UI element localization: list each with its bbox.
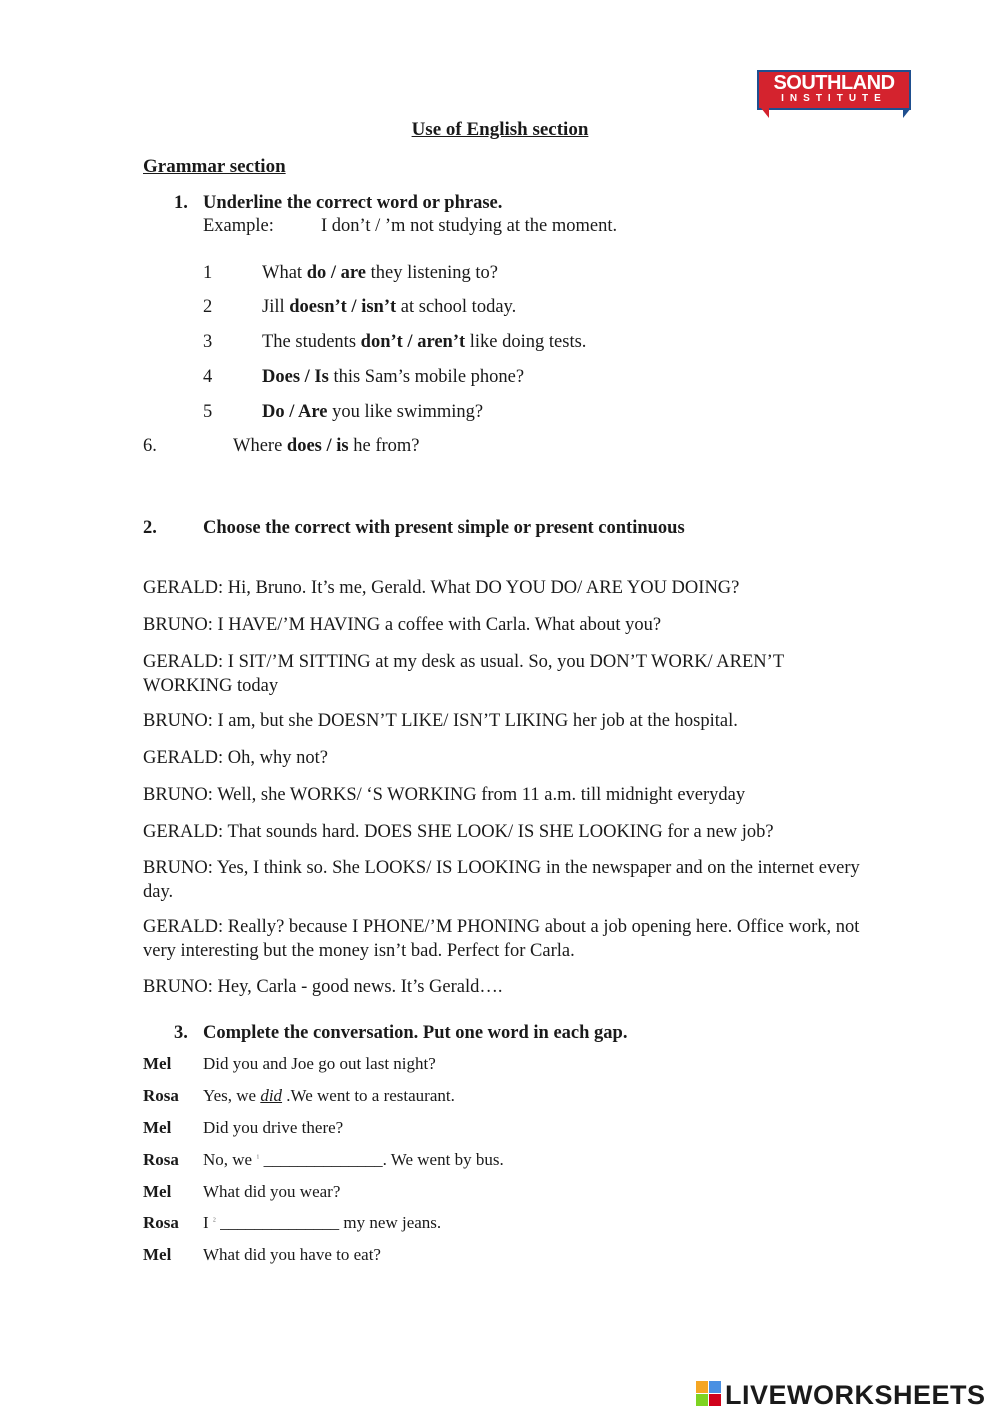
q1-item-pre: Jill bbox=[262, 297, 290, 317]
dialogue-line[interactable]: BRUNO: Hey, Carla - good news. It’s Gerald…. bbox=[143, 977, 503, 997]
gap-blank[interactable]: ______________ bbox=[263, 1150, 383, 1169]
q1-item-pre: Where bbox=[233, 436, 287, 456]
q1-item-pre: The students bbox=[262, 332, 361, 352]
speaker-name: Rosa bbox=[143, 1086, 179, 1105]
gap-number: 2 bbox=[212, 1217, 216, 1224]
gap-number: 1 bbox=[256, 1154, 260, 1161]
page-title: Use of English section bbox=[411, 119, 589, 140]
q3-number: 3. bbox=[174, 1023, 188, 1043]
speaker-name: Mel bbox=[143, 1054, 172, 1073]
q1-item-post: this Sam’s mobile phone? bbox=[328, 367, 525, 387]
speaker-name: Rosa bbox=[143, 1150, 179, 1169]
liveworksheets-mark-icon bbox=[696, 1381, 722, 1407]
dialogue-line[interactable]: BRUNO: I am, but she DOESN’T LIKE/ ISN’T LIKING her job at the hospital. bbox=[143, 711, 738, 731]
conversation-post: my new jeans. bbox=[339, 1213, 442, 1232]
conversation-pre: I bbox=[203, 1213, 213, 1232]
logo-subtitle: INSTITUTE bbox=[781, 93, 887, 104]
dialogue-line[interactable]: GERALD: Oh, why not? bbox=[143, 748, 328, 768]
conversation-post: . We went by bus. bbox=[382, 1150, 504, 1169]
dialogue-line[interactable]: GERALD: I SIT/’M SITTING at my desk as usual. So, you DON’T WORK/ AREN’T WORKING today bbox=[143, 652, 784, 696]
q1-item-options[interactable]: doesn’t / isn’t bbox=[289, 297, 397, 317]
logo-title: SOUTHLAND bbox=[773, 72, 895, 94]
conversation-text bbox=[203, 1150, 504, 1170]
dialogue-line[interactable]: BRUNO: Well, she WORKS/ ‘S WORKING from 11 a.m. till midnight everyday bbox=[143, 785, 746, 805]
section-title: Grammar section bbox=[143, 156, 286, 177]
conversation-post: .We went to a restaurant. bbox=[282, 1086, 455, 1105]
liveworksheets-wordmark: LIVEWORKSHEETS bbox=[725, 1380, 986, 1410]
conversation-text: What did you wear? bbox=[203, 1182, 341, 1201]
example-answer: did bbox=[260, 1086, 283, 1105]
q2-number: 2. bbox=[143, 518, 157, 538]
q1-item bbox=[262, 297, 516, 318]
q1-item-number: 1 bbox=[203, 263, 213, 283]
conversation-text bbox=[203, 1213, 441, 1233]
conversation-text: What did you have to eat? bbox=[203, 1245, 381, 1264]
q1-item-options[interactable]: Does / Is bbox=[262, 367, 329, 387]
q1-example-text: I don’t / ’m not studying at the moment. bbox=[321, 216, 618, 236]
speaker-name: Mel bbox=[143, 1118, 172, 1137]
dialogue-line[interactable]: BRUNO: Yes, I think so. She LOOKS/ IS LOOKING in the newspaper and on the internet every day. bbox=[143, 858, 860, 902]
logo-tail bbox=[761, 108, 769, 118]
q1-item-post: at school today. bbox=[396, 297, 517, 317]
q1-item-options[interactable]: do / are bbox=[306, 263, 366, 283]
q1-item bbox=[233, 436, 420, 457]
speaker-name: Mel bbox=[143, 1182, 172, 1201]
conversation-pre: Yes, we bbox=[203, 1086, 261, 1105]
dialogue-line[interactable]: BRUNO: I HAVE/’M HAVING a coffee with Carla. What about you? bbox=[143, 615, 662, 635]
q1-item-number: 5 bbox=[203, 402, 213, 422]
conversation-text bbox=[203, 1086, 455, 1106]
q1-item-options[interactable]: Do / Are bbox=[262, 402, 328, 422]
q1-item-options[interactable]: don’t / aren’t bbox=[360, 332, 466, 352]
q1-item bbox=[262, 402, 483, 423]
liveworksheets-logo bbox=[696, 1379, 996, 1411]
q2-heading: Choose the correct with present simple or present continuous bbox=[203, 518, 685, 538]
q3-heading: Complete the conversation. Put one word in each gap. bbox=[203, 1023, 628, 1043]
q1-item-number: 6. bbox=[143, 436, 157, 456]
q1-item bbox=[262, 263, 498, 284]
dialogue-line[interactable]: GERALD: That sounds hard. DOES SHE LOOK/ IS SHE LOOKING for a new job? bbox=[143, 822, 774, 842]
q1-item-post: they listening to? bbox=[365, 263, 499, 283]
q1-item-number: 4 bbox=[203, 367, 213, 387]
dialogue-line[interactable]: GERALD: Hi, Bruno. It’s me, Gerald. What DO YOU DO/ ARE YOU DOING? bbox=[143, 578, 740, 598]
q1-item bbox=[262, 332, 586, 353]
q1-example-label: Example: bbox=[203, 216, 274, 236]
q1-item-number: 3 bbox=[203, 332, 213, 352]
conversation-pre: No, we bbox=[203, 1150, 257, 1169]
conversation-text: Did you and Joe go out last night? bbox=[203, 1054, 436, 1073]
speaker-name: Mel bbox=[143, 1245, 172, 1264]
q1-item-options[interactable]: does / is bbox=[286, 436, 349, 456]
q1-item-post: he from? bbox=[348, 436, 420, 456]
conversation-text: Did you drive there? bbox=[203, 1118, 344, 1137]
logo-tail-shadow bbox=[903, 108, 911, 118]
q1-heading: Underline the correct word or phrase. bbox=[203, 193, 503, 213]
q1-item-number: 2 bbox=[203, 297, 213, 317]
q1-number: 1. bbox=[174, 193, 188, 213]
q1-item-post: like doing tests. bbox=[465, 332, 587, 352]
dialogue-line[interactable]: GERALD: Really? because I PHONE/’M PHONING about a job opening here. Office work, not very interesting but the money isn’t bad. Perfect for Carla. bbox=[143, 917, 860, 961]
speaker-name: Rosa bbox=[143, 1213, 179, 1232]
southland-logo bbox=[757, 70, 917, 118]
q1-item bbox=[262, 367, 524, 388]
q1-item-pre: What bbox=[262, 263, 307, 283]
q1-item-post: you like swimming? bbox=[327, 402, 484, 422]
gap-blank[interactable]: ______________ bbox=[220, 1213, 340, 1232]
